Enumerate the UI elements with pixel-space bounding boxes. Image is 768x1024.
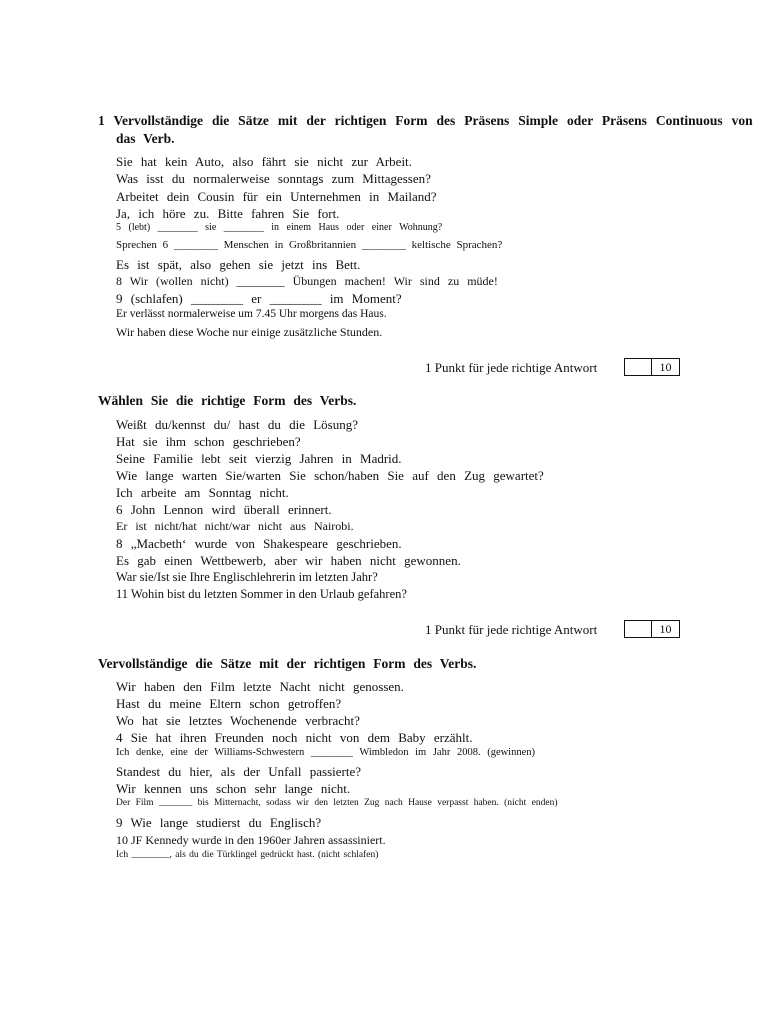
s1-item-5: 5 (lebt) ________ sie ________ in einem Haus oder einer Wohnung?	[116, 222, 443, 233]
s1-item-11: Wir haben diese Woche nur einige zusätzliche Stunden.	[116, 325, 383, 339]
s1-item-4: Ja, ich höre zu. Bitte fahren Sie fort.	[116, 206, 340, 221]
s1-item-9: 9 (schlafen) ________ er ________ im Moment?	[116, 291, 402, 306]
s2-item-1: Weißt du/kennst du/ hast du die Lösung?	[116, 417, 358, 432]
s2-item-6: 6 John Lennon wird überall erinnert.	[116, 502, 332, 517]
s1-item-6: Sprechen 6 ________ Menschen in Großbritannien ________ keltische Sprachen?	[116, 239, 503, 251]
s2-item-4: Wie lange warten Sie/warten Sie schon/haben Sie auf den Zug gewartet?	[116, 468, 544, 483]
section1-heading: 1 Vervollständige die Sätze mit der richtigen Form des Präsens Simple oder Präsens Continuous von	[98, 113, 753, 128]
s2-item-5: Ich arbeite am Sonntag nicht.	[116, 485, 289, 500]
s2-item-10: War sie/Ist sie Ihre Englischlehrerin im letzten Jahr?	[116, 570, 378, 584]
s2-score-input[interactable]	[625, 621, 652, 637]
s3-item-3: Wo hat sie letztes Wochenende verbracht?	[116, 713, 360, 728]
s3-item-9: 9 Wie lange studierst du Englisch?	[116, 815, 322, 830]
s2-item-7: Er ist nicht/hat nicht/war nicht aus Nairobi.	[116, 519, 354, 533]
s1-score-box[interactable]	[624, 358, 680, 376]
s2-item-11: 11 Wohin bist du letzten Sommer in den Urlaub gefahren?	[116, 587, 407, 601]
s1-score-input[interactable]	[625, 359, 652, 375]
s3-item-2: Hast du meine Eltern schon getroffen?	[116, 696, 342, 711]
s1-item-1: Sie hat kein Auto, also fährt sie nicht zur Arbeit.	[116, 154, 412, 169]
s3-item-8: Der Film _______ bis Mitternacht, sodass wir den letzten Zug nach Hause verpasst haben. (nicht enden)	[116, 798, 558, 808]
section3-heading: Vervollständige die Sätze mit der richtigen Form des Verbs.	[98, 656, 477, 671]
s1-item-2: Was isst du normalerweise sonntags zum Mittagessen?	[116, 171, 431, 186]
s2-score-box[interactable]	[624, 620, 680, 638]
s3-item-6: Standest du hier, als der Unfall passierte?	[116, 764, 361, 779]
s3-item-11: Ich ________, als du die Türklingel gedrückt hast. (nicht schlafen)	[116, 850, 379, 860]
s3-item-7: Wir kennen uns schon sehr lange nicht.	[116, 781, 351, 796]
s2-item-8: 8 „Macbeth‘ wurde von Shakespeare geschrieben.	[116, 536, 402, 551]
section1-heading-cont: das Verb.	[116, 131, 175, 146]
s2-score-label: 1 Punkt für jede richtige Antwort	[425, 622, 598, 637]
s2-item-9: Es gab einen Wettbewerb, aber wir haben nicht gewonnen.	[116, 553, 461, 568]
s2-item-2: Hat sie ihm schon geschrieben?	[116, 434, 301, 449]
s1-item-8: 8 Wir (wollen nicht) ________ Übungen machen! Wir sind zu müde!	[116, 274, 498, 288]
s1-item-3: Arbeitet dein Cousin für ein Unternehmen in Mailand?	[116, 189, 437, 204]
section2-heading: Wählen Sie die richtige Form des Verbs.	[98, 393, 357, 408]
s1-score-label: 1 Punkt für jede richtige Antwort	[425, 360, 598, 375]
s1-score-total: 10	[659, 360, 672, 374]
s1-item-7: Es ist spät, also gehen sie jetzt ins Bett.	[116, 257, 361, 272]
s3-item-1: Wir haben den Film letzte Nacht nicht genossen.	[116, 679, 404, 694]
s1-item-10: Er verlässt normalerweise um 7.45 Uhr morgens das Haus.	[116, 308, 387, 320]
s2-item-3: Seine Familie lebt seit vierzig Jahren in Madrid.	[116, 451, 402, 466]
s3-item-10: 10 JF Kennedy wurde in den 1960er Jahren assassiniert.	[116, 833, 386, 847]
s3-item-4: 4 Sie hat ihren Freunden noch nicht von dem Baby erzählt.	[116, 730, 473, 745]
s2-score-total: 10	[659, 622, 672, 636]
s3-item-5: Ich denke, eine der Williams-Schwestern ________ Wimbledon im Jahr 2008. (gewinnen)	[116, 747, 536, 758]
